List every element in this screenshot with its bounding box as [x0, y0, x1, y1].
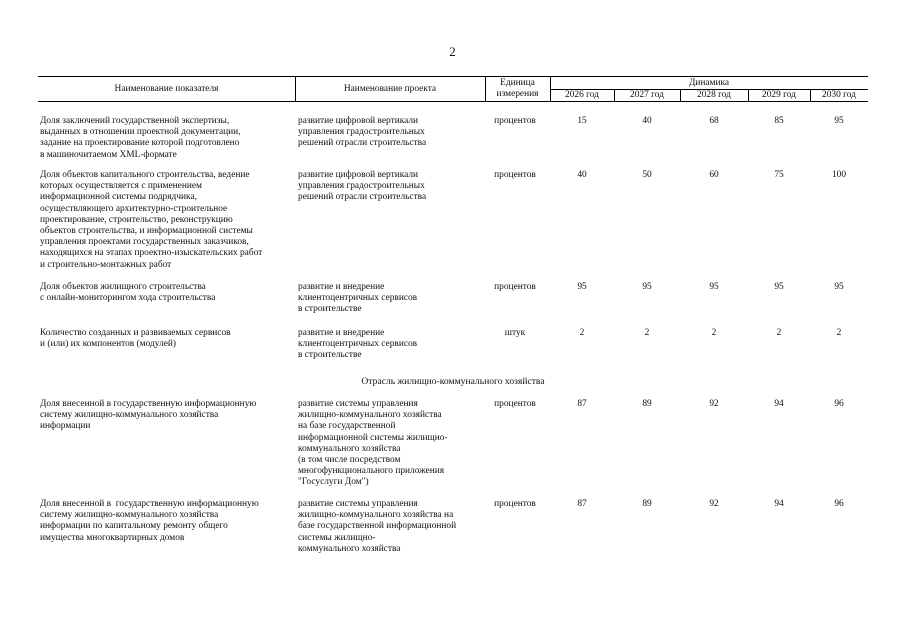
row-indicator: Доля внесенной в государственную информационную систему жилищно-коммунального хозяйства информации [40, 399, 257, 432]
row-unit: процентов [494, 499, 536, 509]
row-value-2029: 75 [774, 170, 784, 180]
row-value-2026: 2 [579, 328, 585, 338]
row-value-2027: 95 [642, 282, 652, 292]
row-value-2028: 2 [711, 328, 717, 338]
header-year: 2028 год [697, 90, 731, 100]
row-indicator: Доля заключений государственной экспертизы, выданных в отношении проектной документации, задание на проектирование которой подготовлено в машиночитаемом XML-формате [40, 116, 241, 160]
header-year: 2029 год [762, 90, 796, 100]
header-project: Наименование проекта [343, 84, 437, 94]
row-value-2027: 89 [642, 399, 652, 409]
row-unit: процентов [494, 399, 536, 409]
row-value-2029: 2 [776, 328, 782, 338]
row-value-2026: 87 [577, 399, 587, 409]
row-value-2029: 85 [774, 116, 784, 126]
row-value-2028: 92 [709, 499, 719, 509]
row-project: развитие системы управления жилищно-коммунального хозяйства на базе государственной информационной системы жилищно- коммунального хозяйства [298, 499, 457, 554]
row-value-2026: 15 [577, 116, 587, 126]
row-indicator: Количество созданных и развиваемых сервисов и (или) их компонентов (модулей) [40, 328, 231, 350]
row-value-2030: 95 [834, 116, 844, 126]
row-value-2027: 40 [642, 116, 652, 126]
row-unit: процентов [494, 116, 536, 126]
row-value-2026: 95 [577, 282, 587, 292]
row-value-2029: 94 [774, 399, 784, 409]
row-value-2030: 2 [836, 328, 842, 338]
row-value-2028: 92 [709, 399, 719, 409]
row-value-2029: 94 [774, 499, 784, 509]
row-indicator: Доля объектов жилищного строительства с онлайн-мониторингом хода строительства [40, 282, 216, 304]
row-value-2028: 68 [709, 116, 719, 126]
row-value-2027: 2 [644, 328, 650, 338]
row-value-2030: 100 [831, 170, 847, 180]
header-year: 2027 год [630, 90, 664, 100]
row-value-2028: 60 [709, 170, 719, 180]
header-indicator: Наименование показателя [114, 84, 219, 94]
row-value-2030: 96 [834, 399, 844, 409]
row-value-2026: 40 [577, 170, 587, 180]
header-year: 2030 год [822, 90, 856, 100]
row-value-2030: 96 [834, 499, 844, 509]
header-unit: Единица измерения [496, 78, 539, 99]
header-year: 2026 год [565, 90, 599, 100]
row-value-2030: 95 [834, 282, 844, 292]
header-dynamics: Динамика [688, 78, 730, 88]
row-indicator: Доля внесенной в государственную информационную систему жилищно-коммунального хозяйства информации по капитальному ремонту общего имущества многоквартирных домов [40, 499, 259, 543]
row-value-2026: 87 [577, 499, 587, 509]
row-unit: процентов [494, 170, 536, 180]
page-number: 2 [449, 44, 456, 59]
row-project: развитие и внедрение клиентоцентричных сервисов в строительстве [298, 328, 418, 361]
row-value-2027: 50 [642, 170, 652, 180]
header-bottom-rule [38, 101, 868, 102]
section-title: Отрасль жилищно-коммунального хозяйства [361, 376, 545, 387]
row-value-2029: 95 [774, 282, 784, 292]
row-project: развитие системы управления жилищно-коммунального хозяйства на базе государственной информационной системы жилищно- коммунального хозяйства (в том числе посредством многофункционального приложения "Госуслуги Дом") [298, 399, 448, 488]
row-project: развитие цифровой вертикали управления градостроительных решений отрасли строительства [298, 116, 427, 149]
row-indicator: Доля объектов капитального строительства, ведение которых осуществляется с применением информационной системы подрядчика, осуществляющего архитектурно-строительное проектирование, строительство, реконструкцию объектов строительства, и информационной системы управления проектами государственных заказчиков, находящихся на этапах проектно-изыскательских работ и строительно-монтажных работ [40, 170, 263, 270]
row-project: развитие цифровой вертикали управления градостроительных решений отрасли строительства [298, 170, 427, 203]
header-top-rule [38, 76, 868, 77]
row-value-2027: 89 [642, 499, 652, 509]
row-project: развитие и внедрение клиентоцентричных сервисов в строительстве [298, 282, 418, 315]
row-value-2028: 95 [709, 282, 719, 292]
row-unit: процентов [494, 282, 536, 292]
row-unit: штук [504, 328, 526, 338]
